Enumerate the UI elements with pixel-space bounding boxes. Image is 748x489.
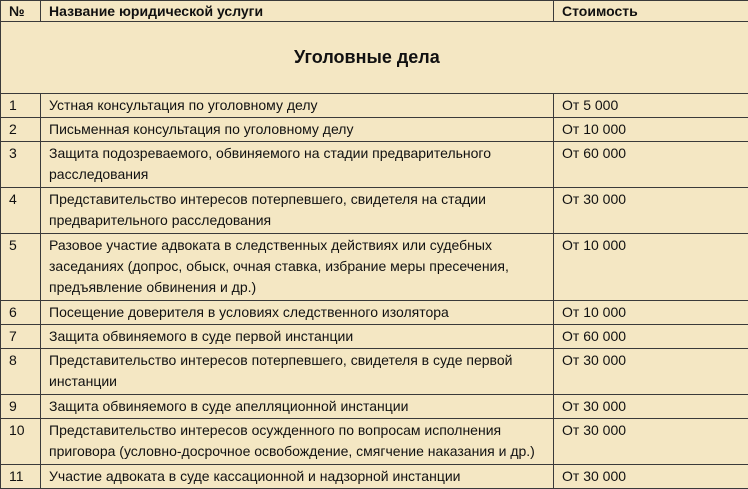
section-title: Уголовные дела: [294, 47, 440, 67]
table-row: [1, 187, 748, 233]
row-price: От 60 000: [554, 325, 748, 349]
row-price: От 5 000: [554, 94, 748, 118]
section-row: [1, 22, 748, 94]
table-row: [1, 94, 748, 118]
row-price: От 60 000: [554, 141, 748, 187]
row-number: 11: [1, 464, 41, 488]
row-price: От 30 000: [554, 395, 748, 419]
row-price: От 10 000: [554, 117, 748, 141]
row-price: От 30 000: [554, 419, 748, 465]
table-row: [1, 325, 748, 349]
header-price: Стоимость: [554, 1, 748, 22]
row-number: 1: [1, 94, 41, 118]
table-row: [1, 419, 748, 465]
row-service-name: Разовое участие адвоката в следственных действиях или судебных заседаниях (допрос, обыск, очная ставка, избрание меры пресечения, предъявление обвинения и др.): [41, 233, 554, 301]
row-price: От 10 000: [554, 233, 748, 301]
row-number: 6: [1, 301, 41, 325]
row-service-name: Защита обвиняемого в суде апелляционной инстанции: [41, 395, 554, 419]
row-price: От 30 000: [554, 349, 748, 395]
table-row: [1, 141, 748, 187]
row-price: От 10 000: [554, 301, 748, 325]
section-cell: [1, 22, 748, 94]
row-service-name: Устная консультация по уголовному делу: [41, 94, 554, 118]
row-service-name: Письменная консультация по уголовному делу: [41, 117, 554, 141]
table-row: [1, 117, 748, 141]
row-service-name: Представительство интересов потерпевшего, свидетеля на стадии предварительного расследования: [41, 187, 554, 233]
table-row: [1, 301, 748, 325]
row-service-name: Представительство интересов осужденного по вопросам исполнения приговора (условно-досрочное освобождение, смягчение наказания и др.): [41, 419, 554, 465]
table-row: [1, 395, 748, 419]
row-number: 8: [1, 349, 41, 395]
table-row: [1, 464, 748, 488]
row-service-name: Представительство интересов потерпевшего, свидетеля в суде первой инстанции: [41, 349, 554, 395]
row-number: 2: [1, 117, 41, 141]
row-number: 5: [1, 233, 41, 301]
table-row: [1, 349, 748, 395]
table-row: [1, 233, 748, 301]
row-service-name: Участие адвоката в суде кассационной и надзорной инстанции: [41, 464, 554, 488]
row-price: От 30 000: [554, 187, 748, 233]
row-service-name: Посещение доверителя в условиях следственного изолятора: [41, 301, 554, 325]
header-service-name: Название юридической услуги: [41, 1, 554, 22]
row-number: 10: [1, 419, 41, 465]
header-number: №: [1, 1, 41, 22]
row-number: 3: [1, 141, 41, 187]
row-price: От 30 000: [554, 464, 748, 488]
row-number: 4: [1, 187, 41, 233]
row-number: 7: [1, 325, 41, 349]
row-service-name: Защита подозреваемого, обвиняемого на стадии предварительного расследования: [41, 141, 554, 187]
row-number: 9: [1, 395, 41, 419]
row-service-name: Защита обвиняемого в суде первой инстанции: [41, 325, 554, 349]
header-row: [1, 1, 748, 22]
